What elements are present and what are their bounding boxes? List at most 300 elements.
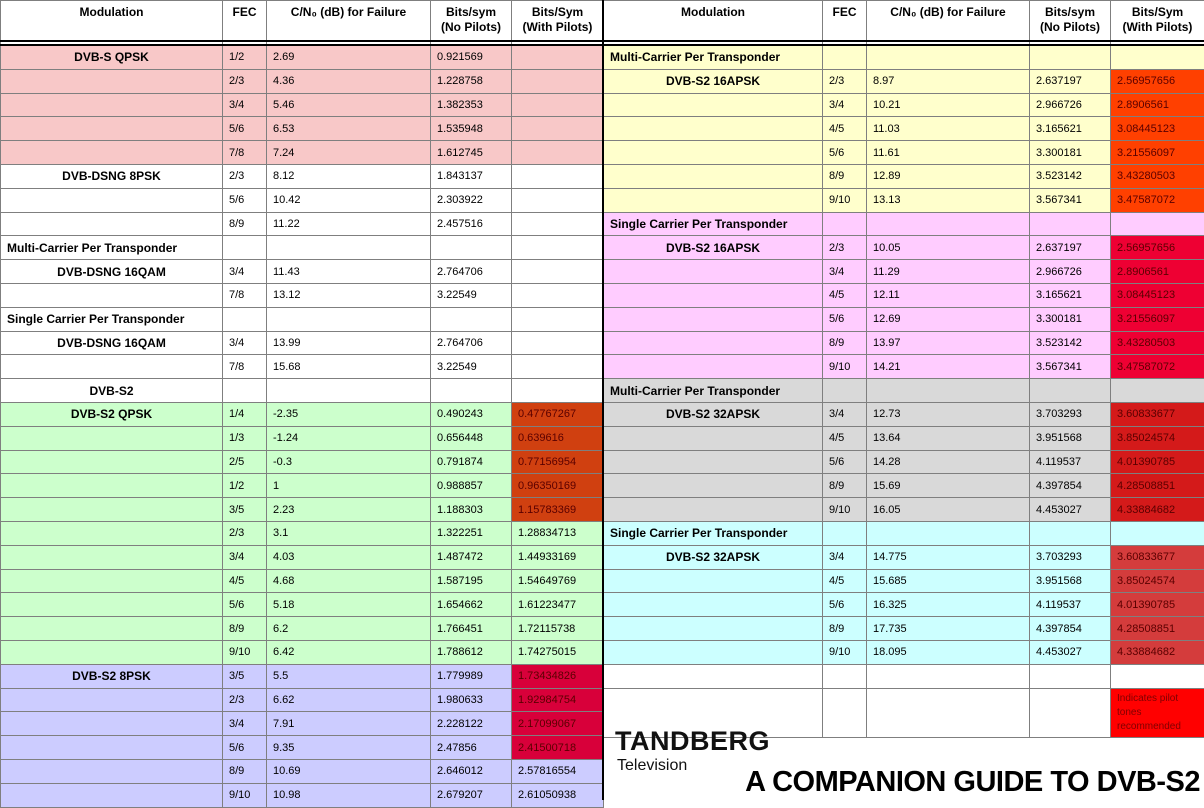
cn-cell: 15.69 — [867, 474, 1030, 498]
cn-cell: 1 — [267, 474, 431, 498]
fec-cell: 3/4 — [223, 331, 267, 355]
modulation-cell — [604, 450, 823, 474]
cn-cell: 2.23 — [267, 498, 431, 522]
modulation-cell: DVB-S2 32APSK — [604, 402, 823, 426]
bits-no-pilots-cell: 0.988857 — [431, 474, 512, 498]
fec-cell: 2/3 — [223, 69, 267, 93]
fec-cell: 9/10 — [823, 355, 867, 379]
cn-cell: 5.18 — [267, 593, 431, 617]
cn-cell: 13.99 — [267, 331, 431, 355]
modulation-cell — [1, 450, 223, 474]
table-row — [1, 188, 604, 212]
bits-no-pilots-cell: 4.119537 — [1030, 450, 1111, 474]
bits-no-pilots-cell — [431, 379, 512, 403]
table-row — [1, 569, 604, 593]
bits-with-pilots-cell: 1.28834713 — [512, 521, 604, 545]
fec-cell: 3/4 — [823, 93, 867, 117]
bits-with-pilots-cell — [1111, 521, 1204, 545]
modulation-cell — [1, 736, 223, 760]
modulation-cell: Single Carrier Per Transponder — [604, 212, 823, 236]
table-row — [1, 688, 604, 712]
table-row — [604, 45, 1204, 69]
modulation-cell — [1, 93, 223, 117]
modulation-cell — [604, 569, 823, 593]
bits-no-pilots-cell — [1030, 379, 1111, 403]
table-row — [604, 307, 1204, 331]
modulation-cell: DVB-S2 — [1, 379, 223, 403]
table-row — [1, 283, 604, 307]
table-row — [1, 164, 604, 188]
modulation-cell: Single Carrier Per Transponder — [604, 521, 823, 545]
cn-cell: 7.91 — [267, 712, 431, 736]
table-row — [604, 355, 1204, 379]
header-bits-with-pilots: Bits/Sym (With Pilots) — [1111, 1, 1204, 46]
table-row — [604, 236, 1204, 260]
table-row — [604, 212, 1204, 236]
bits-with-pilots-cell — [512, 45, 604, 69]
bits-no-pilots-cell: 3.703293 — [1030, 402, 1111, 426]
table-row — [604, 640, 1204, 664]
fec-cell: 3/4 — [823, 545, 867, 569]
fec-cell: 5/6 — [823, 593, 867, 617]
fec-cell — [223, 307, 267, 331]
modulation-cell — [604, 426, 823, 450]
bits-with-pilots-cell: 3.43280503 — [1111, 164, 1204, 188]
table-row — [604, 331, 1204, 355]
bits-with-pilots-cell: 1.73434826 — [512, 664, 604, 688]
bits-with-pilots-cell: 2.8906561 — [1111, 93, 1204, 117]
table-row — [604, 474, 1204, 498]
bits-no-pilots-cell: 1.228758 — [431, 69, 512, 93]
table-row — [604, 69, 1204, 93]
bits-no-pilots-cell: 3.951568 — [1030, 426, 1111, 450]
modulation-cell — [604, 117, 823, 141]
fec-cell — [823, 379, 867, 403]
bits-with-pilots-cell: 2.61050938 — [512, 783, 604, 807]
bits-no-pilots-cell: 3.703293 — [1030, 545, 1111, 569]
bits-with-pilots-cell: 3.21556097 — [1111, 307, 1204, 331]
bits-with-pilots-cell: 0.96350169 — [512, 474, 604, 498]
table-row — [1, 521, 604, 545]
table-row — [604, 617, 1204, 641]
bits-no-pilots-cell: 3.523142 — [1030, 164, 1111, 188]
cn-cell: 8.97 — [867, 69, 1030, 93]
bits-no-pilots-cell: 3.567341 — [1030, 355, 1111, 379]
cn-cell: 2.69 — [267, 45, 431, 69]
table-row — [604, 545, 1204, 569]
cn-cell: 15.68 — [267, 355, 431, 379]
header-cn: C/N₀ (dB) for Failure — [867, 1, 1030, 46]
bits-no-pilots-cell: 1.487472 — [431, 545, 512, 569]
modulation-cell — [1, 141, 223, 165]
bits-no-pilots-cell: 1.779989 — [431, 664, 512, 688]
modulation-cell — [1, 688, 223, 712]
bits-no-pilots-cell: 4.397854 — [1030, 617, 1111, 641]
bits-no-pilots-cell: 3.165621 — [1030, 117, 1111, 141]
cn-cell — [867, 664, 1030, 688]
modulation-cell: DVB-S2 32APSK — [604, 545, 823, 569]
cn-cell: 13.97 — [867, 331, 1030, 355]
modulation-cell — [1, 545, 223, 569]
fec-cell: 9/10 — [223, 783, 267, 807]
fec-cell — [223, 379, 267, 403]
bits-no-pilots-cell: 2.966726 — [1030, 260, 1111, 284]
bits-no-pilots-cell: 3.165621 — [1030, 283, 1111, 307]
bits-with-pilots-cell — [512, 117, 604, 141]
pilot-legend: Indicates pilot tones recommended — [1111, 688, 1204, 737]
table-row — [1, 593, 604, 617]
fec-cell: 3/4 — [223, 712, 267, 736]
fec-cell: 2/3 — [223, 521, 267, 545]
bits-no-pilots-cell: 2.764706 — [431, 331, 512, 355]
modulation-cell: DVB-S QPSK — [1, 45, 223, 69]
table-row — [604, 117, 1204, 141]
modulation-cell — [604, 141, 823, 165]
table-row — [1, 402, 604, 426]
fec-cell: 5/6 — [823, 141, 867, 165]
modulation-cell — [1, 593, 223, 617]
modulation-cell: DVB-DSNG 16QAM — [1, 331, 223, 355]
table-row — [604, 379, 1204, 403]
modulation-cell — [604, 593, 823, 617]
cn-cell: 7.24 — [267, 141, 431, 165]
fec-cell: 1/3 — [223, 426, 267, 450]
bits-with-pilots-cell — [1111, 45, 1204, 69]
table-row — [1, 93, 604, 117]
table-row — [1, 759, 604, 783]
header-fec: FEC — [223, 1, 267, 46]
bits-with-pilots-cell: 0.47767267 — [512, 402, 604, 426]
fec-cell — [823, 45, 867, 69]
modulation-cell: DVB-DSNG 8PSK — [1, 164, 223, 188]
cn-cell: 13.12 — [267, 283, 431, 307]
bits-with-pilots-cell: 2.8906561 — [1111, 260, 1204, 284]
bits-no-pilots-cell — [431, 307, 512, 331]
bits-with-pilots-cell: 3.60833677 — [1111, 402, 1204, 426]
fec-cell: 3/4 — [223, 93, 267, 117]
cn-cell: 9.35 — [267, 736, 431, 760]
table-row — [604, 426, 1204, 450]
bits-with-pilots-cell — [1111, 379, 1204, 403]
fec-cell — [823, 212, 867, 236]
bits-with-pilots-cell: 4.01390785 — [1111, 593, 1204, 617]
bits-no-pilots-cell: 1.535948 — [431, 117, 512, 141]
fec-cell: 2/3 — [223, 164, 267, 188]
header-divider — [0, 40, 1204, 42]
bits-with-pilots-cell — [512, 236, 604, 260]
bits-no-pilots-cell: 2.966726 — [1030, 93, 1111, 117]
cn-cell — [867, 212, 1030, 236]
bits-with-pilots-cell: 3.85024574 — [1111, 426, 1204, 450]
fec-cell — [223, 236, 267, 260]
table-row — [1, 212, 604, 236]
bits-with-pilots-cell: 1.15783369 — [512, 498, 604, 522]
cn-cell — [867, 45, 1030, 69]
fec-cell: 3/4 — [223, 260, 267, 284]
fec-cell: 8/9 — [223, 759, 267, 783]
table-row — [1, 260, 604, 284]
cn-cell: 11.03 — [867, 117, 1030, 141]
cn-cell: 18.095 — [867, 640, 1030, 664]
modulation-cell — [604, 283, 823, 307]
cn-cell: 12.89 — [867, 164, 1030, 188]
table-row — [1, 664, 604, 688]
cn-cell: 4.68 — [267, 569, 431, 593]
fec-cell: 9/10 — [823, 640, 867, 664]
cn-cell: 6.62 — [267, 688, 431, 712]
fec-cell: 2/3 — [823, 236, 867, 260]
bits-with-pilots-cell — [512, 141, 604, 165]
table-row — [1, 236, 604, 260]
cn-cell: 12.11 — [867, 283, 1030, 307]
modulation-cell — [1, 212, 223, 236]
bits-no-pilots-cell: 1.766451 — [431, 617, 512, 641]
cn-cell: 11.43 — [267, 260, 431, 284]
bits-with-pilots-cell: 4.01390785 — [1111, 450, 1204, 474]
cn-cell: 15.685 — [867, 569, 1030, 593]
bits-with-pilots-cell — [512, 379, 604, 403]
bits-no-pilots-cell: 1.322251 — [431, 521, 512, 545]
cn-cell: 12.69 — [867, 307, 1030, 331]
modulation-cell — [1, 617, 223, 641]
table-row — [1, 331, 604, 355]
cn-cell: 14.28 — [867, 450, 1030, 474]
brand-name: TANDBERG — [615, 726, 770, 756]
fec-cell: 5/6 — [823, 307, 867, 331]
cn-cell: 11.29 — [867, 260, 1030, 284]
modulation-cell — [604, 664, 823, 688]
table-row — [1, 426, 604, 450]
fec-cell: 5/6 — [223, 736, 267, 760]
cn-cell — [867, 379, 1030, 403]
fec-cell: 5/6 — [223, 593, 267, 617]
modulation-cell — [604, 331, 823, 355]
bits-no-pilots-cell: 1.788612 — [431, 640, 512, 664]
fec-cell: 9/10 — [823, 498, 867, 522]
table-row — [1, 45, 604, 69]
bits-with-pilots-cell — [512, 164, 604, 188]
cn-cell: 5.46 — [267, 93, 431, 117]
bits-with-pilots-cell: 2.56957656 — [1111, 69, 1204, 93]
bits-no-pilots-cell: 3.300181 — [1030, 307, 1111, 331]
bits-with-pilots-cell — [512, 188, 604, 212]
table-row — [1, 141, 604, 165]
cn-cell: 6.53 — [267, 117, 431, 141]
cn-cell: 10.42 — [267, 188, 431, 212]
modulation-cell — [1, 283, 223, 307]
cn-cell: 3.1 — [267, 521, 431, 545]
fec-cell: 4/5 — [223, 569, 267, 593]
bits-no-pilots-cell: 3.567341 — [1030, 188, 1111, 212]
cn-cell: 13.64 — [867, 426, 1030, 450]
modulation-cell — [604, 93, 823, 117]
header-bits-no-pilots: Bits/sym (No Pilots) — [431, 1, 512, 46]
table-row — [604, 283, 1204, 307]
cn-cell: 14.775 — [867, 545, 1030, 569]
bits-no-pilots-cell: 2.637197 — [1030, 236, 1111, 260]
bits-no-pilots-cell: 3.523142 — [1030, 331, 1111, 355]
fec-cell: 8/9 — [223, 212, 267, 236]
table-row — [604, 569, 1204, 593]
table-row — [1, 498, 604, 522]
bits-no-pilots-cell: 2.303922 — [431, 188, 512, 212]
bits-no-pilots-cell: 2.47856 — [431, 736, 512, 760]
fec-cell: 9/10 — [223, 640, 267, 664]
cn-cell: 5.5 — [267, 664, 431, 688]
header-bits-no-pilots: Bits/sym (No Pilots) — [1030, 1, 1111, 46]
bits-no-pilots-cell: 1.843137 — [431, 164, 512, 188]
bits-with-pilots-cell — [1111, 664, 1204, 688]
bits-no-pilots-cell: 0.656448 — [431, 426, 512, 450]
bits-no-pilots-cell: 1.188303 — [431, 498, 512, 522]
bits-no-pilots-cell: 2.637197 — [1030, 69, 1111, 93]
bits-no-pilots-cell: 2.679207 — [431, 783, 512, 807]
bits-with-pilots-cell: 2.17099067 — [512, 712, 604, 736]
modulation-cell — [1, 712, 223, 736]
bits-with-pilots-cell: 1.74275015 — [512, 640, 604, 664]
bits-with-pilots-cell: 4.28508851 — [1111, 474, 1204, 498]
guide-title: A COMPANION GUIDE TO DVB-S2 — [745, 764, 1200, 800]
fec-cell: 2/5 — [223, 450, 267, 474]
bits-with-pilots-cell: 0.77156954 — [512, 450, 604, 474]
fec-cell: 7/8 — [223, 283, 267, 307]
table-row — [1, 617, 604, 641]
fec-cell — [823, 664, 867, 688]
bits-no-pilots-cell — [431, 236, 512, 260]
modulation-cell — [604, 355, 823, 379]
modulation-cell — [1, 759, 223, 783]
cn-cell: 16.05 — [867, 498, 1030, 522]
table-row — [1, 307, 604, 331]
fec-cell: 4/5 — [823, 117, 867, 141]
bits-no-pilots-cell: 2.764706 — [431, 260, 512, 284]
fec-cell: 3/5 — [223, 498, 267, 522]
modulation-cell — [1, 69, 223, 93]
bits-no-pilots-cell: 4.397854 — [1030, 474, 1111, 498]
table-row — [1, 379, 604, 403]
cn-cell: 4.36 — [267, 69, 431, 93]
modulation-cell: Multi-Carrier Per Transponder — [1, 236, 223, 260]
bits-with-pilots-cell: 1.44933169 — [512, 545, 604, 569]
fec-cell: 3/4 — [223, 545, 267, 569]
table-row — [1, 712, 604, 736]
fec-cell: 8/9 — [223, 617, 267, 641]
bits-with-pilots-cell: 4.33884682 — [1111, 498, 1204, 522]
table-row — [604, 188, 1204, 212]
modulation-cell — [1, 117, 223, 141]
modulation-cell: Multi-Carrier Per Transponder — [604, 379, 823, 403]
fec-cell: 2/3 — [823, 69, 867, 93]
fec-cell: 4/5 — [823, 569, 867, 593]
modulation-cell — [1, 521, 223, 545]
bits-with-pilots-cell — [1111, 212, 1204, 236]
cn-cell — [267, 379, 431, 403]
cn-cell — [867, 521, 1030, 545]
fec-cell: 8/9 — [823, 617, 867, 641]
table-header-row — [604, 1, 1204, 46]
bits-with-pilots-cell: 1.72115738 — [512, 617, 604, 641]
bits-no-pilots-cell: 3.951568 — [1030, 569, 1111, 593]
table-header-row — [1, 1, 604, 46]
header-fec: FEC — [823, 1, 867, 46]
cn-cell: 10.69 — [267, 759, 431, 783]
fec-cell: 4/5 — [823, 426, 867, 450]
bits-with-pilots-cell — [512, 212, 604, 236]
modulation-cell: DVB-S2 8PSK — [1, 664, 223, 688]
cn-cell: 8.12 — [267, 164, 431, 188]
table-row — [604, 164, 1204, 188]
modulation-cell: DVB-S2 16APSK — [604, 69, 823, 93]
bits-with-pilots-cell: 4.33884682 — [1111, 640, 1204, 664]
modulation-cell: Multi-Carrier Per Transponder — [604, 45, 823, 69]
cn-cell: -2.35 — [267, 402, 431, 426]
fec-cell: 8/9 — [823, 474, 867, 498]
fec-cell: 3/5 — [223, 664, 267, 688]
modulation-cell: Single Carrier Per Transponder — [1, 307, 223, 331]
fec-cell: 5/6 — [223, 188, 267, 212]
bits-with-pilots-cell: 4.28508851 — [1111, 617, 1204, 641]
modulation-cell — [604, 474, 823, 498]
modulation-cell — [604, 640, 823, 664]
fec-cell: 3/4 — [823, 402, 867, 426]
bits-no-pilots-cell — [1030, 521, 1111, 545]
bits-no-pilots-cell: 0.791874 — [431, 450, 512, 474]
table-row — [1, 474, 604, 498]
cn-cell: 16.325 — [867, 593, 1030, 617]
bits-with-pilots-cell: 0.639616 — [512, 426, 604, 450]
bits-with-pilots-cell — [512, 355, 604, 379]
bits-no-pilots-cell: 0.921569 — [431, 45, 512, 69]
table-row — [1, 783, 604, 807]
cn-cell: 6.42 — [267, 640, 431, 664]
table-row — [604, 521, 1204, 545]
bits-no-pilots-cell: 1.587195 — [431, 569, 512, 593]
modulation-cell — [1, 355, 223, 379]
bits-no-pilots-cell: 1.382353 — [431, 93, 512, 117]
bits-no-pilots-cell: 1.980633 — [431, 688, 512, 712]
table-row — [1, 736, 604, 760]
brand-subtitle: Television — [617, 756, 770, 776]
cn-cell: -0.3 — [267, 450, 431, 474]
bits-no-pilots-cell: 3.22549 — [431, 355, 512, 379]
cn-cell — [267, 307, 431, 331]
bits-with-pilots-cell — [512, 307, 604, 331]
modulation-cell — [1, 783, 223, 807]
bits-with-pilots-cell: 3.47587072 — [1111, 188, 1204, 212]
center-divider — [602, 0, 604, 800]
modulation-cell — [604, 307, 823, 331]
bits-with-pilots-cell — [512, 260, 604, 284]
cn-cell: 10.05 — [867, 236, 1030, 260]
modulation-cell — [604, 188, 823, 212]
bits-no-pilots-cell: 2.646012 — [431, 759, 512, 783]
cn-cell: -1.24 — [267, 426, 431, 450]
bits-no-pilots-cell: 4.453027 — [1030, 498, 1111, 522]
bits-with-pilots-cell: 2.56957656 — [1111, 236, 1204, 260]
bits-with-pilots-cell — [512, 331, 604, 355]
cn-cell: 6.2 — [267, 617, 431, 641]
table-row — [604, 450, 1204, 474]
modulation-cell — [1, 188, 223, 212]
modulation-cell: DVB-S2 QPSK — [1, 402, 223, 426]
modulation-cell — [1, 498, 223, 522]
modulation-cell — [604, 260, 823, 284]
bits-with-pilots-cell: 3.08445123 — [1111, 117, 1204, 141]
cn-cell: 17.735 — [867, 617, 1030, 641]
table-row — [604, 260, 1204, 284]
fec-cell: 5/6 — [823, 450, 867, 474]
fec-cell: 5/6 — [223, 117, 267, 141]
